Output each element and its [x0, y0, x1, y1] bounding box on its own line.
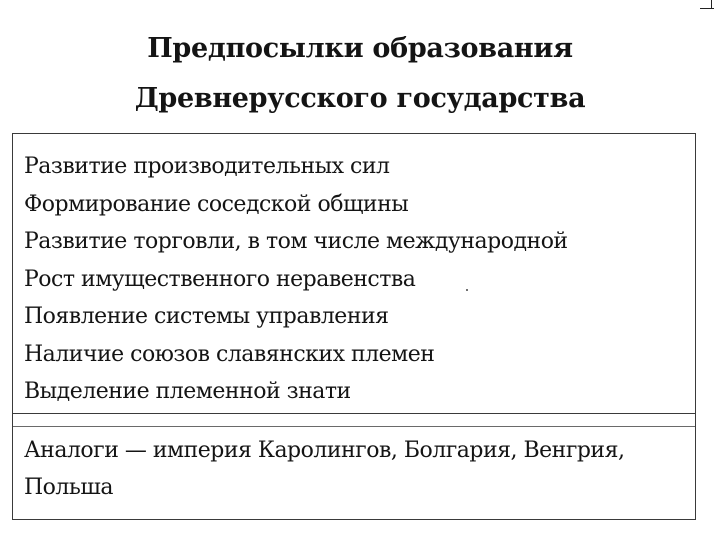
- prerequisites-list: [24, 148, 568, 411]
- list-item: Появление системы управления: [24, 304, 389, 329]
- prerequisites-table: [12, 133, 696, 520]
- list-item: Наличие союзов славянских племен: [24, 341, 435, 367]
- list-item: Развитие торговли, в том числе международной: [24, 229, 568, 254]
- title-line-2: Древнерусского государства: [134, 83, 586, 114]
- list-item: Формирование соседской общины: [24, 191, 409, 217]
- prerequisites-section: [13, 134, 695, 414]
- list-item: Рост имущественного неравенства: [24, 266, 416, 292]
- page-title: [0, 24, 720, 124]
- section-divider: [13, 426, 695, 427]
- list-item: Выделение племенной знати: [24, 379, 351, 404]
- corner-mark: [700, 0, 714, 9]
- scan-speck: [466, 289, 468, 291]
- list-item: Развитие производительных сил: [24, 154, 390, 179]
- title-line-1: Предпосылки образования: [147, 33, 573, 64]
- analogs-text: Аналоги — империя Каролингов, Болгария, Венгрия, Польша: [24, 438, 625, 500]
